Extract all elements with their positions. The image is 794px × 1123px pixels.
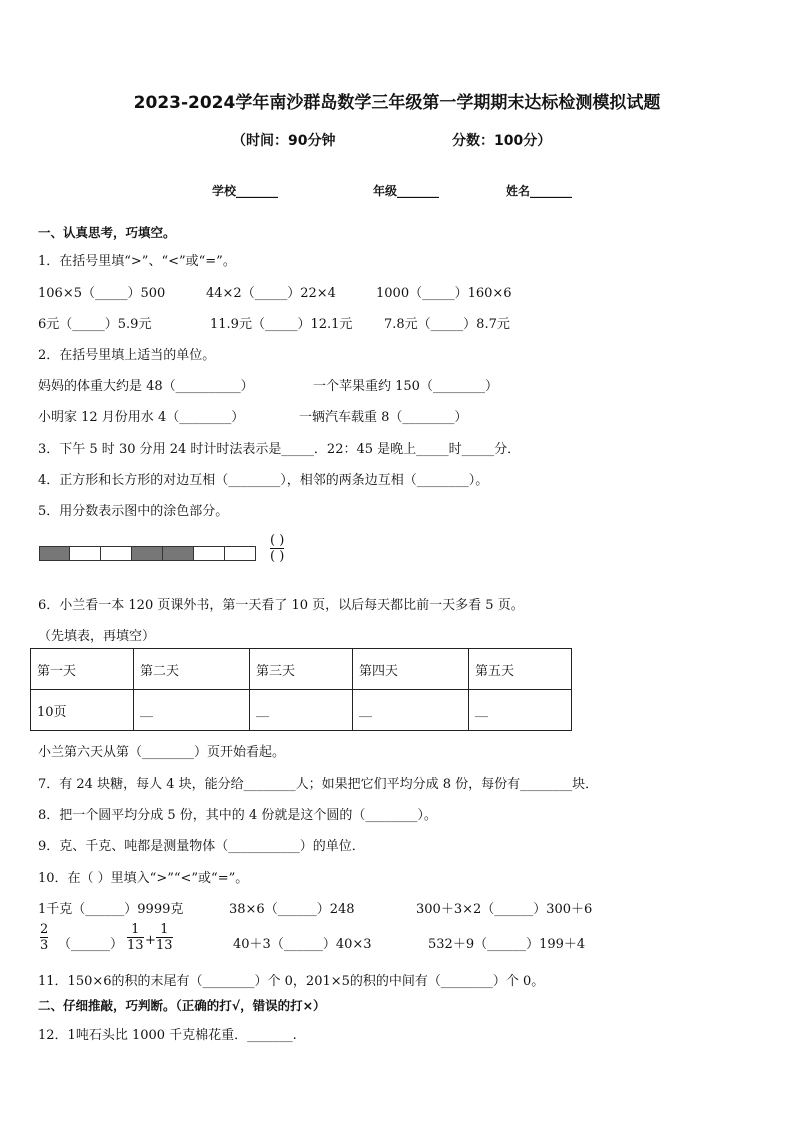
table-cell-blank[interactable]: __: [353, 690, 469, 731]
fraction-two-thirds: [40, 922, 48, 953]
q1-stem: 1．在括号里填“>”、“<”或“=”。: [38, 254, 236, 269]
reading-table: [30, 648, 572, 731]
q2-stem: 2．在括号里填上适当的单位。: [38, 348, 216, 363]
q1-item[interactable]: 7.8元（_____）8.7元: [384, 317, 510, 332]
q3-stem[interactable]: 3．下午 5 时 30 分用 24 时计时法表示是_____．22：45 是晚上_____时_____分．: [38, 442, 521, 457]
table-header: 第一天: [31, 649, 134, 690]
q11-stem[interactable]: 11．150×6的积的末尾有（________）个 0，201×5的积的中间有（________）个 0。: [38, 974, 545, 989]
q10-item[interactable]: 532＋9（______）199＋4: [428, 937, 586, 952]
page-title: 2023-2024学年南沙群岛数学三年级第一学期期末达标检测模拟试题: [133, 93, 661, 113]
numerator: 2: [40, 922, 49, 937]
bar-segment: [194, 546, 225, 561]
q6-note: （先填表，再填空）: [38, 629, 156, 644]
table-cell-blank[interactable]: __: [134, 690, 250, 731]
name-field[interactable]: 姓名_______: [506, 184, 573, 198]
q10-item[interactable]: 38×6（______）248: [229, 902, 355, 917]
table-cell-blank[interactable]: __: [469, 690, 572, 731]
bar-segment: [225, 546, 256, 561]
q10-item[interactable]: 40＋3（______）40×3: [233, 937, 372, 952]
q1-item[interactable]: 11.9元（_____）12.1元: [210, 317, 353, 332]
table-cell: 10页: [31, 690, 134, 731]
q1-item[interactable]: 1000（_____）160×6: [376, 286, 512, 301]
grade-field[interactable]: 年级_______: [373, 184, 440, 198]
q4-stem[interactable]: 4．正方形和长方形的对边互相（________），相邻的两条边互相（________）。: [38, 473, 489, 488]
table-row: [31, 690, 572, 731]
section-2-title: 二、仔细推敲，巧判断。（正确的打√，错误的打×）: [38, 998, 326, 1013]
plus-sign: +: [145, 933, 156, 948]
table-header: 第三天: [250, 649, 353, 690]
q10-item[interactable]: 300＋3×2（______）300＋6: [416, 902, 593, 917]
q9-stem[interactable]: 9．克、千克、吨都是测量物体（___________）的单位．: [38, 839, 365, 854]
numerator: 1: [131, 922, 140, 937]
fraction-denominator-blank[interactable]: ( ): [270, 549, 285, 564]
bar-segment: [101, 546, 132, 561]
q12-stem[interactable]: 12．1吨石头比 1000 千克棉花重．_______.: [38, 1028, 297, 1043]
q6-stem: 6．小兰看一本 120 页课外书，第一天看了 10 页，以后每天都比前一天多看 5 页。: [38, 598, 524, 613]
numerator: 1: [160, 922, 169, 937]
shaded-bar: [39, 546, 256, 561]
fraction-numerator-blank[interactable]: ( ): [270, 533, 285, 548]
q7-stem[interactable]: 7．有 24 块糖，每人 4 块，能分给________人；如果把它们平均分成 8 份，每份有________块．: [38, 777, 599, 792]
fraction-one-thirteenth: [127, 922, 144, 953]
exam-score: 分数：100分）: [452, 133, 552, 149]
q2-item[interactable]: 一辆汽车载重 8（________）: [299, 410, 468, 425]
bar-segment: [163, 546, 194, 561]
table-header: 第五天: [469, 649, 572, 690]
q2-item[interactable]: 小明家 12 月份用水 4（________）: [38, 410, 245, 425]
q2-item[interactable]: 妈妈的体重大约是 48（__________）: [38, 379, 254, 394]
school-field[interactable]: 学校_______: [212, 184, 279, 198]
bar-segment: [70, 546, 101, 561]
q2-item[interactable]: 一个苹果重约 150（________）: [313, 379, 498, 394]
q10-stem: 10．在（ ）里填入“>”“<”或“=”。: [38, 871, 249, 886]
bar-segment: [39, 546, 70, 561]
q5-answer-fraction[interactable]: [270, 533, 284, 564]
table-header: 第四天: [353, 649, 469, 690]
bar-segment: [132, 546, 163, 561]
q8-stem[interactable]: 8．把一个圆平均分成 5 份，其中的 4 份就是这个圆的（________）。: [38, 808, 437, 823]
q10-item[interactable]: 1千克（______）9999克: [38, 902, 184, 917]
table-cell-blank[interactable]: __: [250, 690, 353, 731]
exam-time: （时间：90分钟: [232, 133, 336, 149]
section-1-title: 一、认真思考，巧填空。: [38, 225, 176, 240]
denominator: 13: [156, 938, 173, 953]
q1-item[interactable]: 44×2（_____）22×4: [206, 286, 336, 301]
denominator: 13: [127, 938, 144, 953]
q1-item[interactable]: 6元（_____）5.9元: [38, 317, 152, 332]
denominator: 3: [40, 938, 49, 953]
table-header: 第二天: [134, 649, 250, 690]
q1-item[interactable]: 106×5（_____）500: [38, 286, 166, 301]
q5-stem: 5．用分数表示图中的涂色部分。: [38, 504, 229, 519]
table-header-row: [31, 649, 572, 690]
q6-after[interactable]: 小兰第六天从第（________）页开始看起。: [38, 745, 286, 760]
fraction-one-thirteenth: [156, 922, 173, 953]
q10-blank[interactable]: （______）: [58, 937, 124, 952]
